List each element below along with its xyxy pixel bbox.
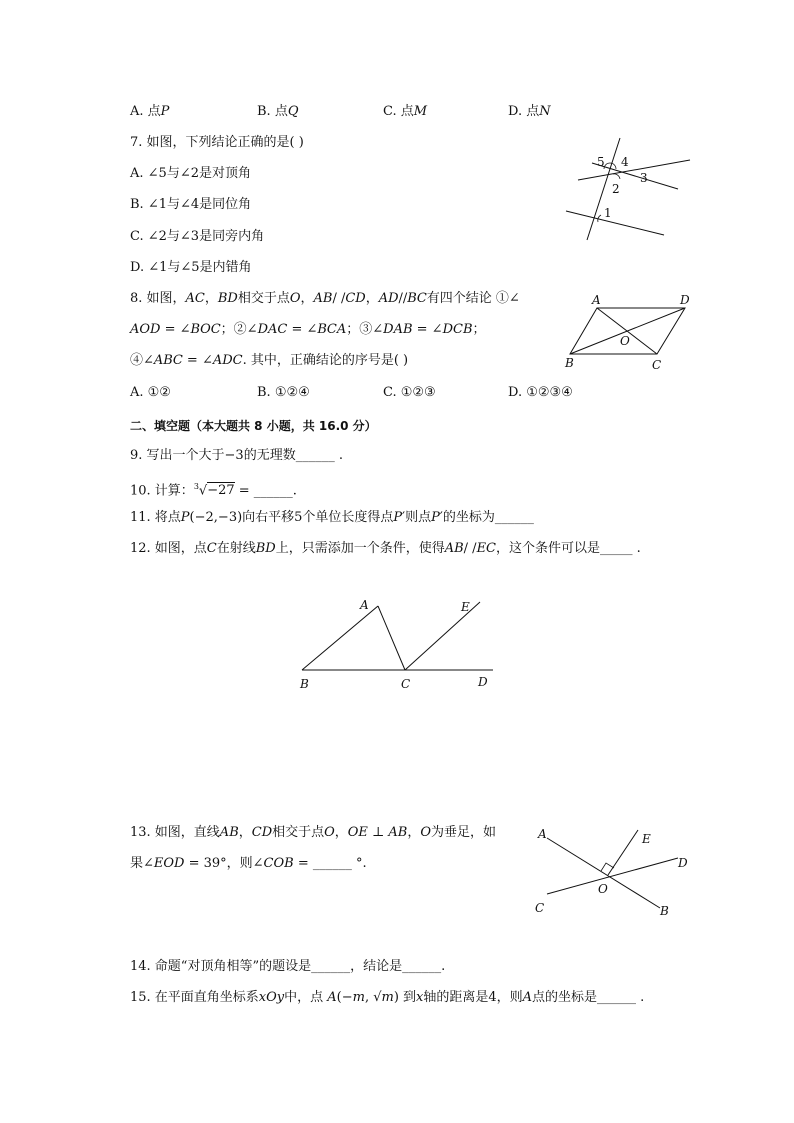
q8-option-c: C. ①②③	[383, 385, 436, 400]
q7-label-5: 5	[597, 155, 605, 169]
q13-label-c: C	[535, 901, 545, 915]
q13-label-b: B	[660, 904, 669, 918]
q13-figure	[530, 820, 700, 925]
q8-option-d: D. ①②③④	[508, 385, 573, 400]
q10-prefix: 10. 计算：	[130, 483, 194, 499]
q12-label-d: D	[478, 675, 488, 689]
q8-line-2: 𝐴𝑂𝐷 = ∠𝐵𝑂𝐶；②∠𝐷𝐴𝐶 = ∠𝐵𝐶𝐴；③∠𝐷𝐴𝐵 = ∠𝐷𝐶𝐵；	[130, 322, 486, 337]
q13-line-1: 13. 如图，直线𝐴𝐵，𝐶𝐷相交于点𝑂，𝑂𝐸 ⊥ 𝐴𝐵，𝑂为垂足，如	[130, 825, 497, 840]
q12-stem: 12. 如图，点𝐶在射线𝐵𝐷上，只需添加一个条件，使得𝐴𝐵/ /𝐸𝐶，这个条件可以是_____ .	[130, 541, 641, 556]
q13-label-o: O	[598, 882, 608, 896]
q8-option-b: B. ①②④	[257, 385, 310, 400]
q10-radicand: −27	[207, 483, 235, 499]
q8-label-a: A	[592, 293, 601, 307]
q13-label-e: E	[642, 832, 651, 846]
q7-label-3: 3	[640, 171, 648, 185]
q6-option-c: C. 点𝑀	[383, 104, 428, 119]
q6-option-b: B. 点𝑄	[257, 104, 299, 119]
q8-option-a: A. ①②	[130, 385, 171, 400]
q7-figure	[560, 135, 700, 245]
q7-option-d: D. ∠1与∠5是内错角	[130, 260, 252, 275]
q12-label-a: A	[360, 598, 369, 612]
q7-label-1: 1	[604, 206, 612, 220]
q13-label-d: D	[678, 856, 688, 870]
q7-option-c: C. ∠2与∠3是同旁内角	[130, 229, 265, 244]
q14: 14. 命题“对顶角相等”的题设是______，结论是______.	[130, 959, 446, 974]
q7-stem: 7. 如图，下列结论正确的是( )	[130, 135, 304, 150]
q10	[130, 478, 297, 500]
q8-label-c: C	[652, 358, 662, 372]
q11: 11. 将点𝑃(−2,−3)向右平移5个单位长度得点𝑃′则点𝑃′的坐标为______	[130, 510, 534, 525]
q13-label-a: A	[538, 827, 547, 841]
q9: 9. 写出一个大于−3的无理数______ .	[130, 448, 343, 463]
q8-line-1: 8. 如图，𝐴𝐶，𝐵𝐷相交于点𝑂，𝐴𝐵/ /𝐶𝐷，𝐴𝐷//𝐵𝐶有四个结论 ①∠	[130, 291, 520, 306]
radical-icon: √	[198, 483, 208, 499]
q13-line-2: 果∠𝐸𝑂𝐷 = 39°，则∠𝐶𝑂𝐵 = ______ °.	[130, 856, 367, 871]
q7-option-a: A. ∠5与∠2是对顶角	[130, 166, 251, 181]
q8-figure	[560, 290, 700, 370]
q8-label-o: O	[620, 334, 630, 348]
q12-figure	[290, 590, 510, 700]
q7-option-b: B. ∠1与∠4是同位角	[130, 197, 252, 212]
q8-label-d: D	[680, 293, 690, 307]
q7-label-2: 2	[612, 182, 620, 196]
q10-root-index: 3	[193, 482, 199, 491]
q8-label-b: B	[565, 356, 574, 370]
q6-option-a: A. 点𝑃	[130, 104, 170, 119]
q7-label-4: 4	[621, 155, 629, 169]
q12-label-e: E	[461, 600, 470, 614]
q12-label-b: B	[300, 677, 309, 691]
q10-suffix: = ______.	[234, 483, 297, 499]
q8-line-3: ④∠𝐴𝐵𝐶 = ∠𝐴𝐷𝐶. 其中，正确结论的序号是( )	[130, 353, 409, 368]
q12-label-c: C	[401, 677, 411, 691]
section-2-heading: 二、填空题（本大题共 8 小题，共 16.0 分）	[130, 419, 377, 433]
q6-option-d: D. 点𝑁	[508, 104, 551, 119]
q15: 15. 在平面直角坐标系𝑥𝑂𝑦中，点 𝐴(−𝑚, √𝑚) 到𝑥轴的距离是4，则𝐴点的坐标是______ .	[130, 990, 645, 1005]
